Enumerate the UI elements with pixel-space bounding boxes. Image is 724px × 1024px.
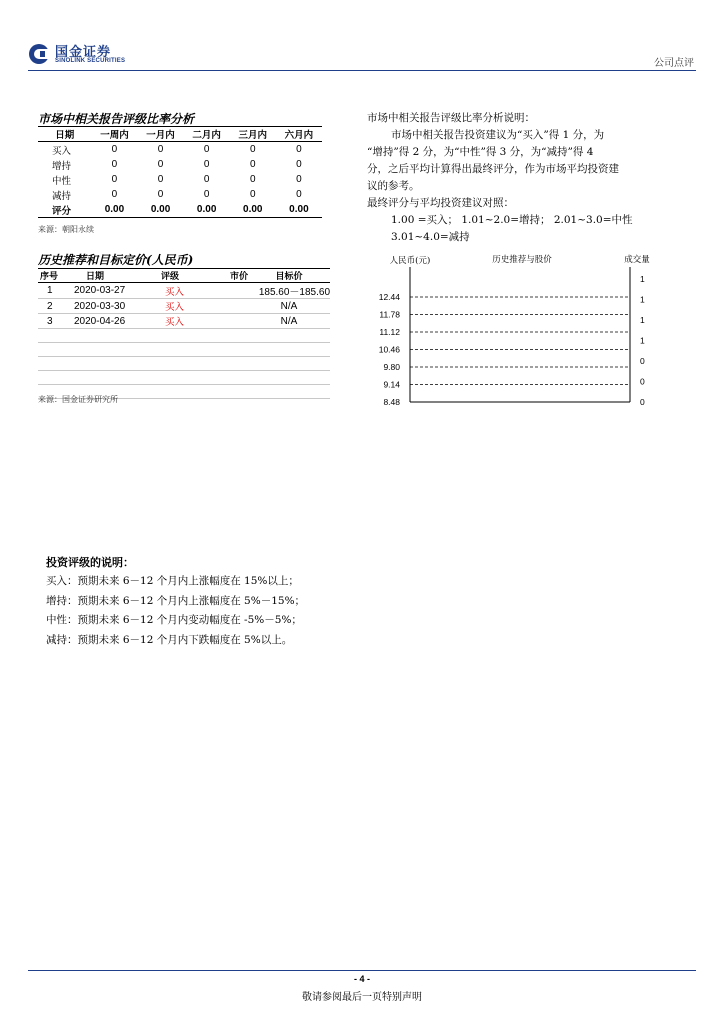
table-cell: 0.00 <box>276 202 322 218</box>
table-header-row <box>38 269 330 283</box>
y2-tick-label: 0 <box>640 397 645 407</box>
score-row <box>38 202 322 218</box>
footer-divider <box>28 970 696 971</box>
history-table <box>38 268 330 399</box>
table-cell: 0 <box>157 189 164 200</box>
chart-title: 历史推荐与股价 <box>492 255 552 265</box>
column-header: 评级 <box>153 269 208 283</box>
table-row <box>38 157 322 172</box>
table-cell: 0 <box>111 144 118 155</box>
column-header: 序号 <box>38 269 68 283</box>
table-cell: 0 <box>249 159 256 170</box>
y2-tick-label: 1 <box>640 315 645 325</box>
table-cell: 0 <box>249 144 256 155</box>
header-divider <box>28 70 696 71</box>
table-row <box>38 357 330 371</box>
history-source-note: 来源：国金证券研究所 <box>38 395 118 404</box>
chart-y2-ticks <box>640 274 645 407</box>
history-section-title: 历史推荐和目标定价(人民币) <box>38 253 194 267</box>
column-header: 目标价 <box>248 269 330 283</box>
chart-gridlines <box>410 297 630 385</box>
y2-tick-label: 1 <box>640 335 645 346</box>
column-header: 一周内 <box>91 127 137 142</box>
table-cell <box>208 283 248 299</box>
column-header: 六月内 <box>276 127 322 142</box>
y-tick-label: 8.48 <box>383 397 400 407</box>
table-cell: N/A <box>248 299 330 314</box>
table-row <box>38 187 322 202</box>
table-cell: N/A <box>248 314 330 329</box>
table-cell <box>208 299 248 314</box>
row-label: 评分 <box>38 202 91 218</box>
table-row <box>38 343 330 357</box>
table-row <box>38 172 322 187</box>
explanation-text: “增持”得 2 分，为“中性”得 3 分，为“减持”得 4 <box>367 146 594 158</box>
page-number: - 4 - <box>353 974 370 984</box>
row-label: 增持 <box>52 160 72 172</box>
sinolink-logo-icon <box>28 43 50 65</box>
brand-name-en: SINOLINK SECURITIES <box>55 58 126 64</box>
table-cell: 2020-03-27 <box>68 283 153 299</box>
table-cell: 0 <box>111 174 118 185</box>
definition-item: 中性：预期未来 6－12 个月内变动幅度在 -5%－5%； <box>46 614 302 626</box>
explanation-text: 议的参考。 <box>367 180 420 192</box>
y-tick-label: 9.80 <box>383 362 400 372</box>
rating-definitions-list <box>46 572 305 650</box>
table-cell: 0 <box>203 174 210 185</box>
table-cell: 0 <box>157 159 164 170</box>
explanation-text: 市场中相关报告投资建议为“买入”得 1 分，为 <box>391 129 605 141</box>
y-tick-label: 10.46 <box>378 344 400 355</box>
table-cell: 0 <box>296 159 302 170</box>
explanation-text: 分，之后平均计算得出最终评分，作为市场平均投资建 <box>367 163 619 175</box>
y-tick-label: 11.78 <box>379 309 400 320</box>
column-header: 日期 <box>38 127 91 142</box>
explanation-title: 市场中相关报告评级比率分析说明： <box>367 112 535 124</box>
chart-ylabel: 人民币(元) <box>389 256 431 266</box>
y2-tick-label: 1 <box>640 274 645 284</box>
table-cell: 185.60－185.60 <box>248 283 330 299</box>
table-row <box>38 371 330 385</box>
rating-ratio-table <box>38 126 322 218</box>
table-row <box>38 299 330 314</box>
row-label: 中性 <box>52 175 72 187</box>
table-cell: 0 <box>296 174 302 185</box>
y-tick-label: 9.14 <box>383 379 400 390</box>
column-header: 三月内 <box>230 127 276 142</box>
table-cell <box>208 314 248 329</box>
table-cell: 0 <box>296 189 302 200</box>
table-cell: 0.00 <box>91 202 137 218</box>
disclaimer-note: 敬请参阅最后一页特别声明 <box>302 992 422 1003</box>
table-cell: 0 <box>249 189 256 200</box>
mapping-text: 3.01~4.0=减持 <box>391 231 470 243</box>
y2-tick-label: 0 <box>640 356 645 366</box>
table-cell: 3 <box>38 314 68 329</box>
table-cell: 0 <box>157 144 164 155</box>
rating-cell: 买入 <box>153 314 208 329</box>
mapping-text: 1.00 =买入； 1.01~2.0=增持； 2.01~3.0=中性 <box>391 214 633 226</box>
table-cell: 0 <box>249 174 256 185</box>
y2-tick-label: 1 <box>640 294 645 305</box>
table-cell: 0 <box>157 174 164 185</box>
table-cell: 2 <box>38 299 68 314</box>
table-cell: 0 <box>296 144 302 155</box>
price-history-chart <box>360 250 660 410</box>
table-cell: 2020-03-30 <box>68 299 153 314</box>
column-header: 市价 <box>208 269 248 283</box>
document-type: 公司点评 <box>654 58 694 69</box>
table-cell: 0.00 <box>184 202 230 218</box>
table-cell: 1 <box>38 283 68 299</box>
column-header: 一月内 <box>138 127 184 142</box>
rating-cell: 买入 <box>153 283 208 299</box>
table-cell: 0 <box>111 159 118 170</box>
row-label: 买入 <box>52 145 72 157</box>
chart-y2label: 成交量 <box>624 255 650 265</box>
table-cell: 2020-04-26 <box>68 314 153 329</box>
row-label: 减持 <box>52 190 72 202</box>
table-row <box>38 283 330 299</box>
table-row <box>38 329 330 343</box>
ratio-explanation <box>367 110 667 246</box>
rating-cell: 买入 <box>153 299 208 314</box>
y-tick-label: 11.12 <box>379 327 400 337</box>
table-row <box>38 142 322 158</box>
column-header: 二月内 <box>184 127 230 142</box>
chart-y-ticks <box>379 292 401 407</box>
table-cell: 0 <box>203 159 210 170</box>
table-cell: 0 <box>111 189 118 200</box>
y-tick-label: 12.44 <box>378 292 400 302</box>
definition-item: 增持：预期未来 6－12 个月内上涨幅度在 5%－15%； <box>46 594 306 607</box>
rating-definitions-title: 投资评级的说明： <box>46 556 134 569</box>
definition-item: 买入：预期未来 6－12 个月内上涨幅度在 15%以上； <box>46 575 299 587</box>
table-cell: 0 <box>203 144 210 155</box>
ratio-source-note: 来源：朝阳永续 <box>38 225 94 234</box>
table-header-row <box>38 127 322 142</box>
ratio-section-title: 市场中相关报告评级比率分析 <box>38 112 195 126</box>
y2-tick-label: 0 <box>640 376 645 387</box>
definition-item: 减持：预期未来 6－12 个月内下跌幅度在 5%以上。 <box>46 633 293 646</box>
table-cell: 0.00 <box>138 202 184 218</box>
mapping-title: 最终评分与平均投资建议对照： <box>367 197 514 209</box>
brand-name-cn: 国金证券 <box>55 45 112 60</box>
column-header: 日期 <box>68 269 153 283</box>
table-cell: 0.00 <box>230 202 276 218</box>
table-cell: 0 <box>203 189 210 200</box>
table-row <box>38 314 330 329</box>
